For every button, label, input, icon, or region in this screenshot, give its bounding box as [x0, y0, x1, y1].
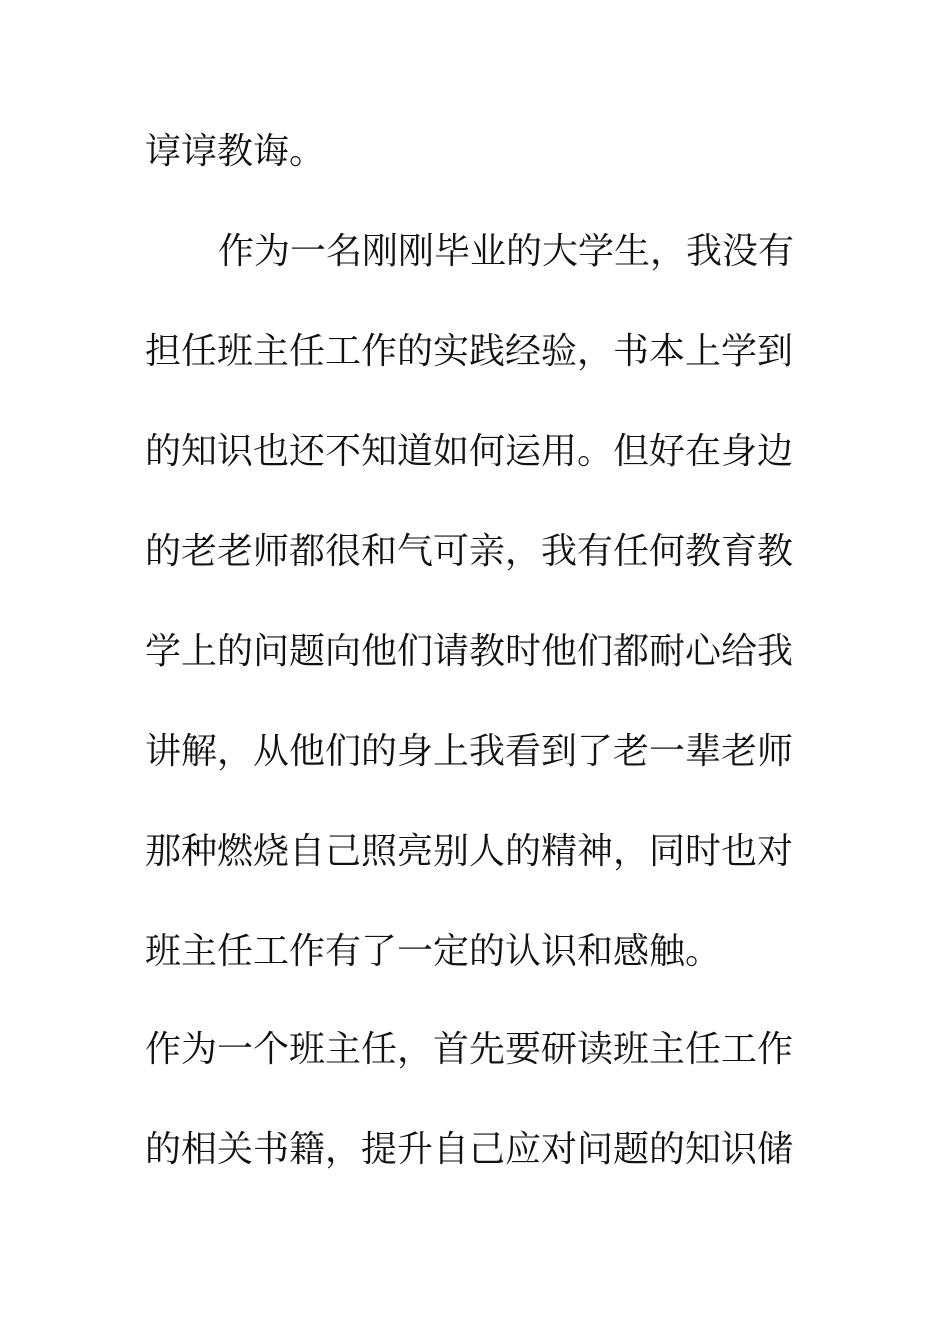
text-line-7: 讲解，从他们的身上我看到了老一辈老师 [145, 731, 794, 772]
text-line-2: 作为一名刚刚毕业的大学生，我没有 [218, 231, 795, 272]
text-line-1: 谆谆教诲。 [145, 131, 326, 172]
text-line-3: 担任班主任工作的实践经验，书本上学到 [145, 331, 794, 372]
text-line-10: 作为一个班主任，首先要研读班主任工作 [145, 1029, 794, 1070]
text-line-6: 学上的问题向他们请教时他们都耐心给我 [145, 631, 794, 672]
text-line-4: 的知识也还不知道如何运用。但好在身边 [145, 431, 794, 472]
text-line-8: 那种燃烧自己照亮别人的精神，同时也对 [145, 831, 794, 872]
text-line-9: 班主任工作有了一定的认识和感触。 [145, 931, 722, 972]
text-line-11: 的相关书籍，提升自己应对问题的知识储 [145, 1129, 794, 1170]
text-line-5: 的老老师都很和气可亲，我有任何教育教 [145, 531, 794, 572]
